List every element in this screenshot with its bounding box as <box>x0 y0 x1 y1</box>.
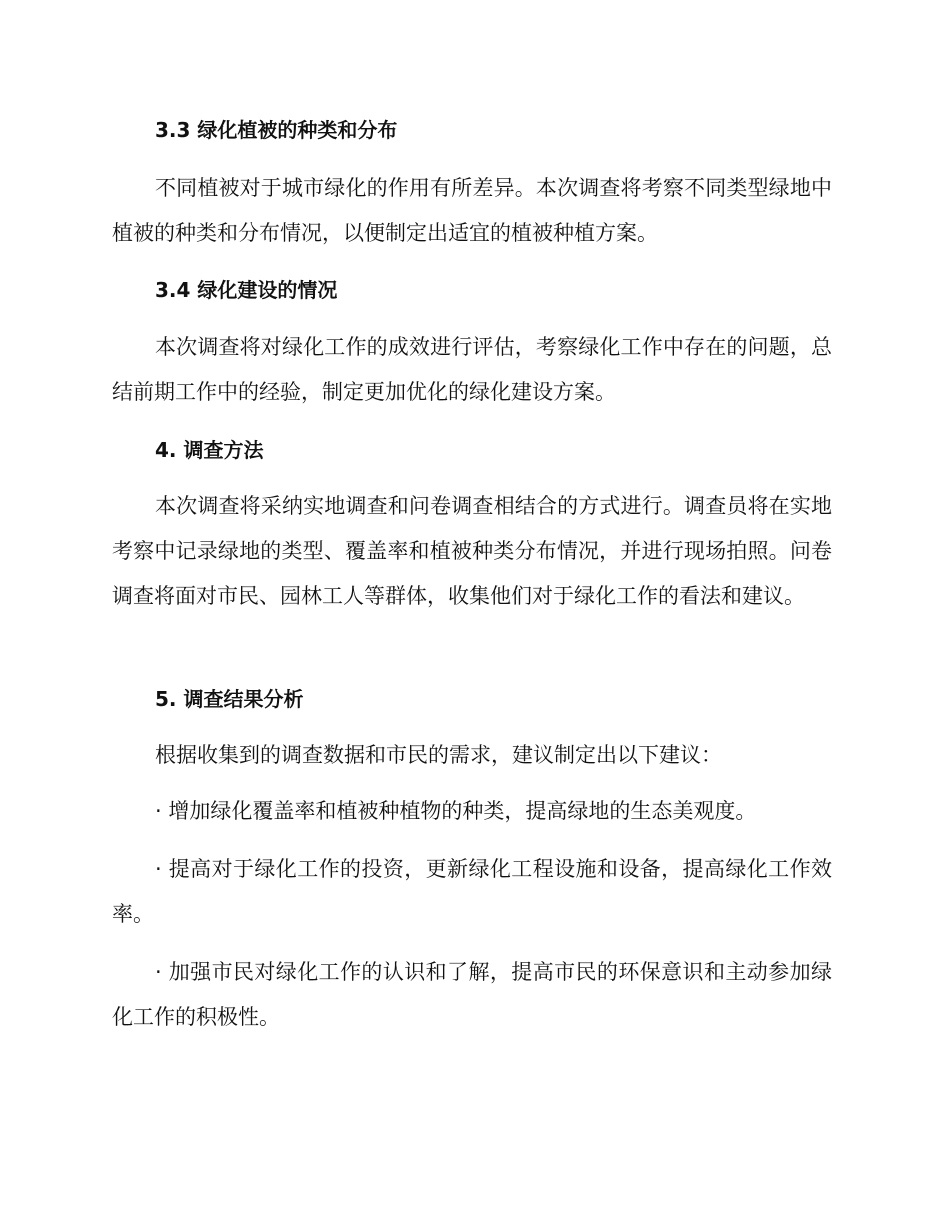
list-item: · 增加绿化覆盖率和植被种植物的种类，提高绿地的生态美观度。 <box>155 799 757 823</box>
list-item: · 提高对于绿化工作的投资，更新绿化工程设施和设备，提高绿化工作效率。 <box>112 857 832 926</box>
section-heading: 3.3 绿化植被的种类和分布 <box>155 118 398 142</box>
section-heading: 5. 调查结果分析 <box>155 687 304 711</box>
paragraph: 本次调查将对绿化工作的成效进行评估，考察绿化工作中存在的问题，总结前期工作中的经验，制定更加优化的绿化建设方案。 <box>112 335 832 404</box>
paragraph: 不同植被对于城市绿化的作用有所差异。本次调查将考察不同类型绿地中植被的种类和分布情况，以便制定出适宜的植被种植方案。 <box>112 176 832 245</box>
paragraph: 本次调查将采纳实地调查和问卷调查相结合的方式进行。调查员将在实地考察中记录绿地的类型、覆盖率和植被种类分布情况，并进行现场拍照。问卷调查将面对市民、园林工人等群体，收集他们对于绿化工作的看法和建议。 <box>112 494 832 608</box>
section-heading: 3.4 绿化建设的情况 <box>155 278 338 302</box>
list-item: · 加强市民对绿化工作的认识和了解，提高市民的环保意识和主动参加绿化工作的积极性。 <box>112 960 832 1029</box>
section-heading: 4. 调查方法 <box>155 438 264 462</box>
paragraph: 根据收集到的调查数据和市民的需求，建议制定出以下建议： <box>155 743 722 767</box>
